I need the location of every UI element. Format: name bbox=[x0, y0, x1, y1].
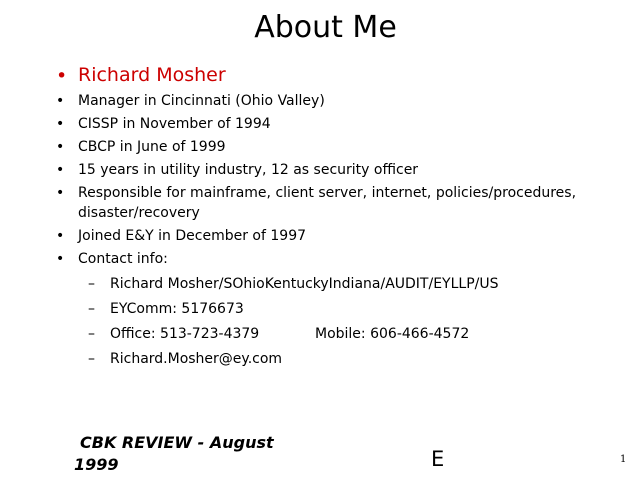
bullet-text: Contact info: bbox=[78, 251, 168, 267]
dash-icon: – bbox=[88, 276, 95, 292]
bullet-text: Manager in Cincinnati (Ohio Valley) bbox=[78, 93, 325, 109]
bullet-item bbox=[56, 249, 616, 269]
bullet-item bbox=[56, 91, 616, 111]
bullet-item bbox=[56, 62, 616, 88]
contact-mobile: Mobile: 606-466-4572 bbox=[315, 326, 470, 342]
footer-line: CBK REVIEW - August bbox=[80, 433, 274, 452]
bullet-icon: • bbox=[56, 251, 65, 267]
bullet-text: Responsible for mainframe, client server, internet, policies/procedures, disaster/recovery bbox=[78, 185, 577, 221]
contact-address: Richard Mosher/SOhioKentuckyIndiana/AUDIT/EYLLP/US bbox=[110, 276, 499, 292]
bullet-icon: • bbox=[56, 93, 65, 109]
bullet-icon: • bbox=[56, 139, 65, 155]
bullet-icon: • bbox=[56, 162, 65, 178]
bullet-item bbox=[56, 137, 616, 157]
bullet-icon: • bbox=[56, 116, 65, 132]
bullet-item bbox=[56, 226, 616, 246]
bullet-icon: • bbox=[56, 185, 65, 201]
contact-list bbox=[88, 274, 616, 369]
contact-item bbox=[88, 274, 616, 294]
bullet-icon: • bbox=[56, 65, 68, 87]
bullet-text-name: Richard Mosher bbox=[78, 64, 226, 86]
bullet-item bbox=[56, 114, 616, 134]
bullet-list bbox=[56, 62, 616, 369]
contact-item bbox=[88, 299, 616, 319]
contact-eycomm: EYComm: 5176673 bbox=[110, 301, 244, 317]
dash-icon: – bbox=[88, 351, 95, 367]
contact-item bbox=[88, 349, 616, 369]
slide-title: About Me bbox=[254, 10, 397, 45]
page-number: 1 bbox=[620, 454, 627, 465]
bullet-text: Joined E&Y in December of 1997 bbox=[78, 228, 307, 244]
dash-icon: – bbox=[88, 301, 95, 317]
contact-email: Richard.Mosher@ey.com bbox=[110, 351, 283, 367]
bullet-text: 15 years in utility industry, 12 as security officer bbox=[78, 162, 419, 178]
bullet-item bbox=[56, 183, 616, 223]
footer-line: 1999 bbox=[74, 455, 119, 474]
footer-text bbox=[74, 432, 294, 476]
bullet-icon: • bbox=[56, 228, 65, 244]
logo-letter: E bbox=[431, 447, 445, 471]
bullet-item bbox=[56, 160, 616, 180]
contact-office: Office: 513-723-4379 bbox=[110, 326, 260, 342]
dash-icon: – bbox=[88, 326, 95, 342]
contact-item bbox=[88, 324, 616, 344]
bullet-text: CBCP in June of 1999 bbox=[78, 139, 226, 155]
bullet-text: CISSP in November of 1994 bbox=[78, 116, 271, 132]
